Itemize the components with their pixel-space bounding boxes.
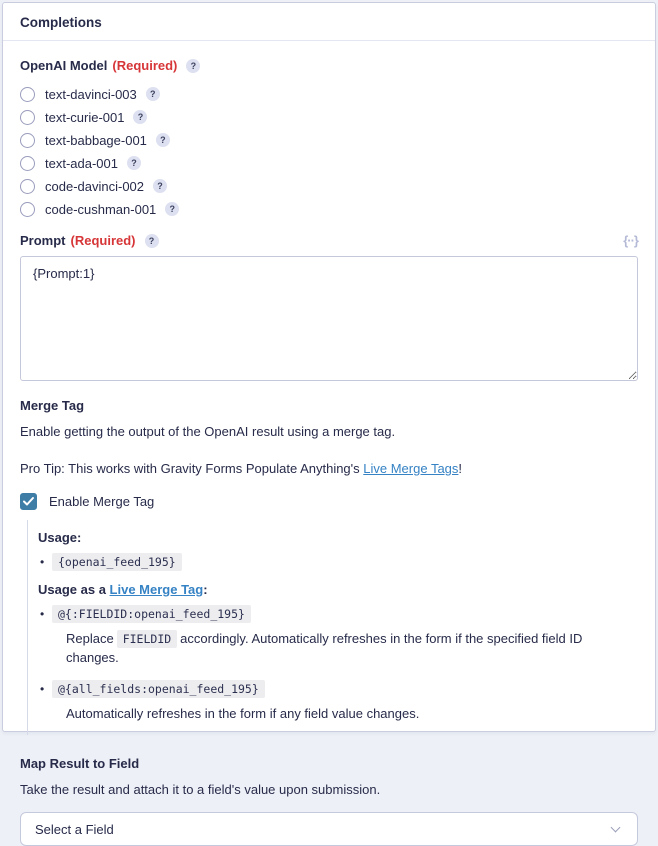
map-result-field-select[interactable] bbox=[20, 812, 638, 846]
all-fields-merge-tag-code: @{all_fields:openai_feed_195} bbox=[52, 680, 265, 698]
note-text: accordingly. Automatically refreshes in the form if the specified field ID changes. bbox=[66, 630, 583, 666]
radio-button[interactable] bbox=[20, 110, 35, 125]
list-item bbox=[38, 554, 638, 569]
live-merge-tag-note bbox=[66, 629, 638, 668]
merge-tag-section-label: Merge Tag bbox=[20, 398, 85, 413]
enable-merge-tag-checkbox[interactable] bbox=[20, 493, 37, 510]
prompt-label-row bbox=[20, 233, 638, 248]
live-merge-tags-link[interactable]: Live Merge Tags bbox=[363, 460, 459, 476]
prompt-label: Prompt bbox=[20, 233, 66, 248]
usage-list bbox=[38, 554, 638, 569]
help-tooltip-icon[interactable]: ? bbox=[145, 234, 159, 248]
required-indicator: (Required) bbox=[112, 58, 178, 73]
enable-merge-tag-row[interactable] bbox=[20, 493, 638, 510]
radio-button[interactable] bbox=[20, 156, 35, 171]
list-item bbox=[38, 681, 638, 724]
radio-label: text-babbage-001 bbox=[45, 132, 147, 148]
note-text: Replace bbox=[66, 630, 114, 646]
merge-tag-usage-block bbox=[27, 520, 638, 736]
radio-label: text-ada-001 bbox=[45, 155, 118, 171]
help-tooltip-icon[interactable]: ? bbox=[156, 133, 170, 147]
select-value: Select a Field bbox=[35, 821, 114, 837]
usage-live-prefix: Usage as a bbox=[38, 581, 110, 597]
help-tooltip-icon[interactable]: ? bbox=[186, 59, 200, 73]
usage-heading: Usage: bbox=[38, 529, 82, 545]
openai-model-label-row bbox=[20, 58, 638, 73]
radio-option-text-curie-001[interactable] bbox=[20, 106, 638, 128]
panel-title: Completions bbox=[3, 3, 655, 41]
required-indicator: (Required) bbox=[70, 233, 136, 248]
enable-merge-tag-label: Enable Merge Tag bbox=[49, 493, 155, 509]
panel-body bbox=[3, 41, 655, 846]
radio-label: text-curie-001 bbox=[45, 109, 125, 125]
pro-tip-prefix: Pro Tip: This works with Gravity Forms Populate Anything's bbox=[20, 460, 364, 476]
help-tooltip-icon[interactable]: ? bbox=[127, 156, 141, 170]
usage-live-heading bbox=[38, 582, 638, 597]
merge-tag-description: Enable getting the output of the OpenAI result using a merge tag. bbox=[20, 424, 396, 439]
radio-button[interactable] bbox=[20, 87, 35, 102]
live-merge-tag-link[interactable]: Live Merge Tag bbox=[109, 581, 204, 597]
openai-model-label: OpenAI Model bbox=[20, 58, 108, 73]
radio-button[interactable] bbox=[20, 133, 35, 148]
map-result-description: Take the result and attach it to a field's value upon submission. bbox=[20, 782, 381, 798]
all-fields-note: Automatically refreshes in the form if any field value changes. bbox=[66, 705, 420, 721]
radio-option-text-ada-001[interactable] bbox=[20, 152, 638, 174]
fieldid-code: FIELDID bbox=[117, 630, 177, 648]
merge-tag-icon[interactable]: {··} bbox=[623, 233, 638, 248]
help-tooltip-icon[interactable]: ? bbox=[153, 179, 167, 193]
radio-option-text-babbage-001[interactable] bbox=[20, 129, 638, 151]
list-item bbox=[38, 606, 638, 668]
radio-option-text-davinci-003[interactable] bbox=[20, 83, 638, 105]
radio-button[interactable] bbox=[20, 179, 35, 194]
usage-live-suffix: : bbox=[203, 581, 208, 597]
check-icon bbox=[23, 497, 34, 506]
pro-tip-suffix: ! bbox=[458, 460, 463, 476]
help-tooltip-icon[interactable]: ? bbox=[146, 87, 160, 101]
prompt-textarea[interactable] bbox=[20, 256, 638, 381]
chevron-down-icon bbox=[611, 823, 621, 833]
radio-label: code-cushman-001 bbox=[45, 201, 157, 217]
radio-label: text-davinci-003 bbox=[45, 86, 137, 102]
radio-option-code-davinci-002[interactable] bbox=[20, 175, 638, 197]
map-result-section-label: Map Result to Field bbox=[20, 756, 140, 772]
radio-button[interactable] bbox=[20, 202, 35, 217]
help-tooltip-icon[interactable]: ? bbox=[165, 202, 179, 216]
pro-tip-text bbox=[20, 460, 638, 479]
usage-live-list bbox=[38, 606, 638, 724]
radio-label: code-davinci-002 bbox=[45, 178, 145, 194]
radio-option-code-cushman-001[interactable] bbox=[20, 198, 638, 220]
help-tooltip-icon[interactable]: ? bbox=[133, 110, 147, 124]
live-merge-tag-code: @{:FIELDID:openai_feed_195} bbox=[52, 605, 251, 623]
completions-settings-panel bbox=[2, 2, 656, 837]
merge-tag-code: {openai_feed_195} bbox=[52, 553, 182, 571]
